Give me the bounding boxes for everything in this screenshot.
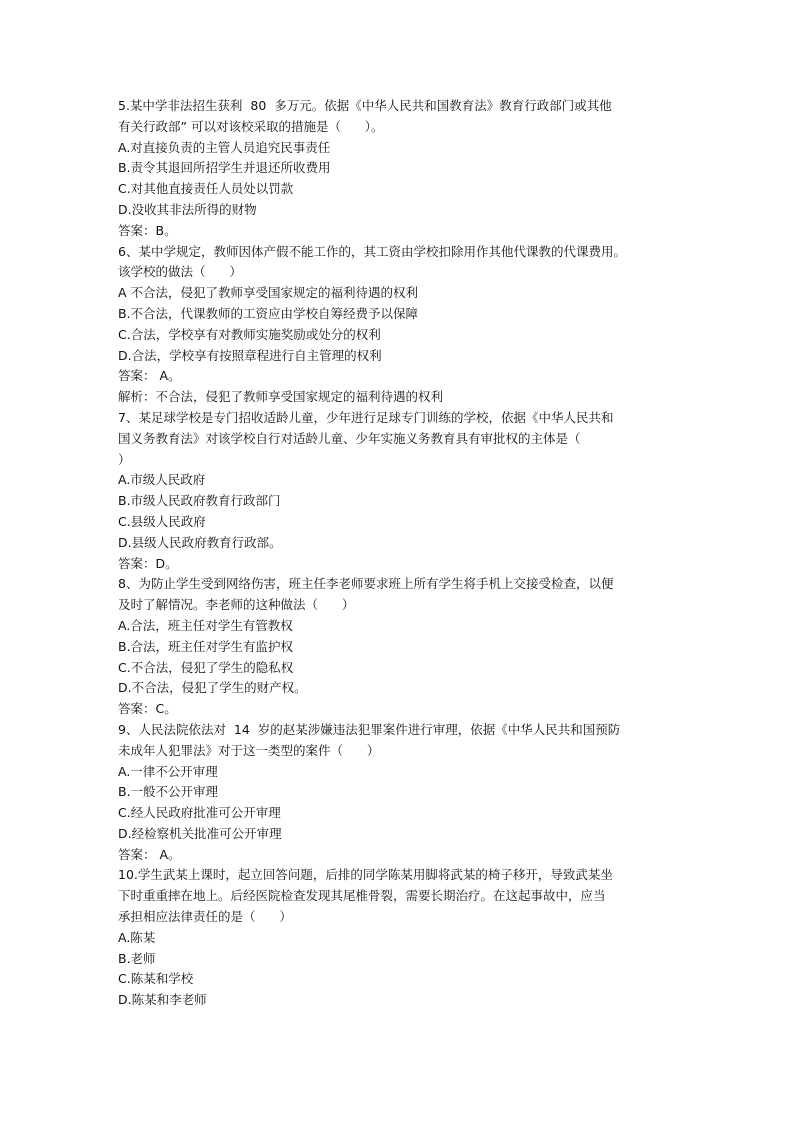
answer: 答案：D。 [118, 555, 178, 571]
question-6 [118, 242, 688, 408]
option-d: D.没收其非法所得的财物 [118, 201, 257, 217]
option-a: A.陈某 [118, 929, 156, 945]
option-b: B.老师 [118, 950, 156, 966]
document-body [118, 96, 688, 1011]
option-d: D.县级人民政府教育行政部。 [118, 534, 282, 550]
option-a: A.一律不公开审理 [118, 763, 218, 779]
option-a: A.对直接负责的主管人员追究民事责任 [118, 139, 331, 155]
option-b: B.一般不公开审理 [118, 784, 219, 800]
option-c: C.对其他直接责任人员处以罚款 [118, 181, 294, 197]
question-stem: 8、为防止学生受到网络伤害，班主任李老师要求班上所有学生将手机上交接受检查，以便 [118, 576, 614, 592]
option-a: A.市级人民政府 [118, 472, 206, 488]
option-a: A 不合法，侵犯了教师享受国家规定的福利待遇的权利 [118, 285, 419, 301]
answer: 答案：B。 [118, 222, 177, 238]
answer: 答案：C。 [118, 701, 177, 717]
question-stem: 6、某中学规定，教师因体产假不能工作的，其工资由学校扣除用作其他代课教的代课费用。 [118, 243, 626, 259]
option-d: D.合法，学校享有按照章程进行自主管理的权利 [118, 347, 382, 363]
option-c: C.不合法，侵犯了学生的隐私权 [118, 659, 294, 675]
option-b: B.责令其退回所招学生并退还所收费用 [118, 160, 331, 176]
option-c: C.县级人民政府 [118, 513, 206, 529]
answer: 答案： A。 [118, 368, 181, 384]
option-d: D.不合法，侵犯了学生的财产权。 [118, 680, 307, 696]
option-d: D.经检察机关批准可公开审理 [118, 825, 282, 841]
question-9 [118, 720, 688, 866]
analysis: 解析：不合法，侵犯了教师享受国家规定的福利待遇的权利 [118, 389, 444, 405]
question-stem: 该学校的做法（ ） [118, 264, 242, 280]
question-stem: 及时了解情况。李老师的这种做法（ ） [118, 597, 355, 613]
question-stem: 10.学生武某上课时，起立回答问题，后排的同学陈某用脚将武某的椅子移开，导致武某坐 [118, 867, 613, 883]
option-c: C.经人民政府批准可公开审理 [118, 805, 281, 821]
question-7 [118, 408, 688, 574]
question-stem: 5.某中学非法招生获利 80 多万元。依据《中华人民共和国教育法》教育行政部门或其他 [118, 98, 612, 113]
question-stem: 承担相应法律责任的是（ ） [118, 909, 292, 925]
option-b: B.不合法，代课教师的工资应由学校自筹经费予以保障 [118, 305, 419, 321]
question-5 [118, 96, 688, 242]
option-b: B.合法，班主任对学生有监护权 [118, 638, 294, 654]
option-b: B.市级人民政府教育行政部门 [118, 493, 281, 509]
answer: 答案： A。 [118, 846, 181, 862]
question-10 [118, 865, 688, 1011]
question-stem: 有关行政部” 可以对该校采取的措施是（ ）。 [118, 118, 384, 134]
option-a: A.合法，班主任对学生有管教权 [118, 617, 293, 633]
option-c: C.陈某和学校 [118, 971, 194, 987]
question-stem: 7、某足球学校是专门招收适龄儿童，少年进行足球专门训练的学校，依据《中华人民共和 [118, 409, 614, 425]
option-d: D.陈某和李老师 [118, 992, 207, 1008]
question-stem: ） [118, 451, 131, 467]
question-stem: 未成年人犯罪法》对于这一类型的案件（ ） [118, 742, 380, 758]
question-stem: 9、人民法院依法对 14 岁的赵某涉嫌违法犯罪案件进行审理，依据《中华人民共和国预防 [118, 721, 621, 737]
option-c: C.合法，学校享有对教师实施奖励或处分的权利 [118, 326, 381, 342]
question-stem: 国义务教育法》对该学校自行对适龄儿童、少年实施义务教育具有审批权的主体是（ [118, 430, 581, 446]
question-stem: 下时重重摔在地上。后经医院检查发现其尾椎骨裂，需要长期治疗。在这起事故中，应当 [118, 888, 606, 904]
question-8 [118, 574, 688, 720]
